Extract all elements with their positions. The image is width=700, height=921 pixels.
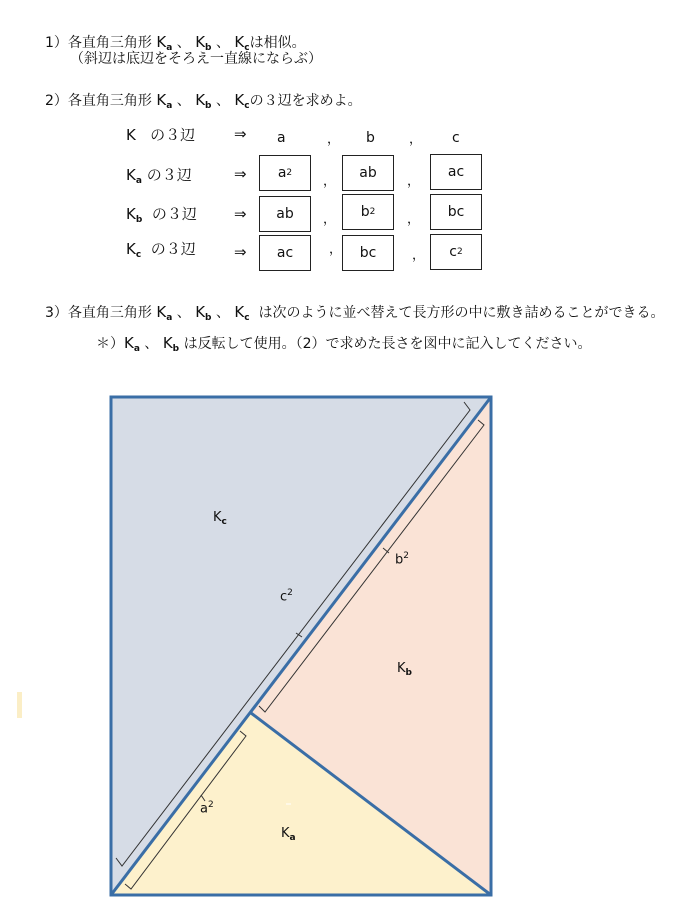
separator: 、 bbox=[215, 305, 230, 321]
label-a2-base: a bbox=[200, 801, 208, 817]
item-3-lead: 各直角三角形 bbox=[67, 305, 152, 321]
row-ka-cell-2-text: ab bbox=[359, 165, 377, 181]
item-1-tail: は相似。 bbox=[249, 35, 306, 51]
label-k: K bbox=[156, 33, 167, 51]
row-kc-suffix: の３辺 bbox=[150, 240, 196, 258]
comma: ， bbox=[407, 174, 421, 189]
row-kc-cell-3-text: c bbox=[449, 244, 457, 260]
comma: ， bbox=[412, 248, 426, 263]
comma: ， bbox=[407, 212, 421, 227]
label-k: K bbox=[156, 303, 167, 321]
label-c2-sup: 2 bbox=[287, 588, 293, 598]
label-k: K bbox=[195, 303, 206, 321]
row-kb-cell-3-text: bc bbox=[447, 204, 465, 220]
comma: ， bbox=[323, 212, 337, 227]
label-k: K bbox=[234, 303, 245, 321]
row-kb-cell-2-text: b bbox=[360, 204, 370, 220]
row-k-suffix: の３辺 bbox=[150, 126, 196, 144]
label-a2-sup: 2 bbox=[207, 800, 214, 810]
row-ka-cell-1-sup: 2 bbox=[286, 168, 293, 178]
comma: ， bbox=[327, 132, 341, 147]
separator: 、 bbox=[144, 336, 159, 352]
label-k: K bbox=[195, 91, 206, 109]
row-kc-cell-2-text: bc bbox=[359, 245, 377, 261]
row-kb-suffix: の３辺 bbox=[151, 205, 197, 223]
row-k-arrow: ⇒ bbox=[234, 125, 247, 143]
row-kb-letter: K bbox=[126, 205, 136, 223]
sub-b: b bbox=[205, 43, 212, 53]
item-1-note: （斜辺は底辺をそろえ一直線にならぶ） bbox=[70, 51, 322, 67]
item-3-note-tail: は反転して使用。（2）で求めた長さを図中に記入してください。 bbox=[183, 336, 592, 352]
separator: 、 bbox=[176, 93, 191, 109]
label-ka-sub: a bbox=[289, 833, 296, 843]
separator: 、 bbox=[176, 305, 191, 321]
label-kb-sub: b bbox=[405, 668, 412, 678]
row-ka-cell-1-text: a bbox=[277, 165, 287, 181]
row-kb-arrow: ⇒ bbox=[234, 205, 247, 223]
comma: ， bbox=[329, 242, 343, 257]
row-ka-suffix: の３辺 bbox=[146, 166, 192, 184]
row-kc-sub: c bbox=[135, 250, 142, 260]
label-k: K bbox=[124, 334, 134, 352]
label-k: K bbox=[156, 91, 167, 109]
row-kc-arrow: ⇒ bbox=[234, 243, 247, 261]
label-a-squared bbox=[200, 800, 214, 816]
sub-c: c bbox=[244, 43, 250, 53]
item-3-number: 3） bbox=[45, 305, 68, 321]
label-kb-letter: K bbox=[397, 661, 406, 676]
label-b2-base: b bbox=[395, 552, 404, 568]
sub-b: b bbox=[205, 313, 212, 323]
row-ka-arrow: ⇒ bbox=[234, 165, 247, 183]
row-ka-sub: a bbox=[135, 176, 142, 186]
label-kc bbox=[213, 510, 227, 525]
row-k-letter: K bbox=[126, 126, 136, 144]
label-k: K bbox=[234, 33, 245, 51]
label-c2-base: c bbox=[280, 589, 288, 605]
sub-b: b bbox=[172, 344, 180, 354]
row-ka-letter: K bbox=[126, 166, 136, 184]
label-b-squared bbox=[395, 551, 409, 567]
sub-a: a bbox=[166, 101, 173, 111]
item-1-number: 1） bbox=[45, 35, 68, 51]
row-kc-letter: K bbox=[126, 240, 136, 258]
item-3-tail: は次のように並べ替えて長方形の中に敷き詰めることができる。 bbox=[258, 305, 665, 321]
comma: ， bbox=[323, 174, 337, 189]
item-2-tail: の３辺を求めよ。 bbox=[249, 93, 362, 109]
label-c-squared bbox=[280, 588, 293, 604]
item-1-lead: 各直角三角形 bbox=[67, 35, 152, 51]
label-kc-sub: c bbox=[221, 517, 227, 527]
sub-c: c bbox=[244, 101, 250, 111]
row-k-cell-2: b bbox=[366, 130, 375, 146]
sub-c: c bbox=[244, 313, 250, 323]
item-2-lead: 各直角三角形 bbox=[67, 93, 152, 109]
row-k-cell-3: c bbox=[452, 130, 460, 146]
label-b2-sup: 2 bbox=[403, 551, 409, 561]
label-kb bbox=[397, 661, 412, 676]
sub-a: a bbox=[166, 43, 173, 53]
row-ka-cell-3-text: ac bbox=[447, 164, 465, 180]
separator: 、 bbox=[215, 93, 230, 109]
sub-a: a bbox=[166, 313, 173, 323]
label-ka-letter: K bbox=[281, 826, 290, 841]
label-k: K bbox=[234, 91, 245, 109]
comma: ， bbox=[409, 132, 423, 147]
label-kc-letter: K bbox=[213, 510, 222, 525]
row-kb-cell-1-text: ab bbox=[276, 206, 294, 222]
label-k: K bbox=[195, 33, 206, 51]
row-kb-sub: b bbox=[135, 215, 143, 225]
row-k-cell-1: a bbox=[277, 130, 286, 146]
row-kc-cell-3-sup: 2 bbox=[456, 247, 463, 257]
item-3-note-lead: ＊） bbox=[96, 336, 124, 352]
separator: 、 bbox=[215, 35, 230, 51]
label-ka bbox=[281, 826, 296, 841]
sub-a: a bbox=[133, 344, 140, 354]
row-kb-cell-2-sup: 2 bbox=[369, 207, 376, 217]
separator: 、 bbox=[176, 35, 191, 51]
label-k: K bbox=[162, 334, 173, 352]
item-2-number: 2） bbox=[45, 93, 68, 109]
sub-b: b bbox=[205, 101, 212, 111]
row-kc-cell-1-text: ac bbox=[276, 245, 294, 261]
